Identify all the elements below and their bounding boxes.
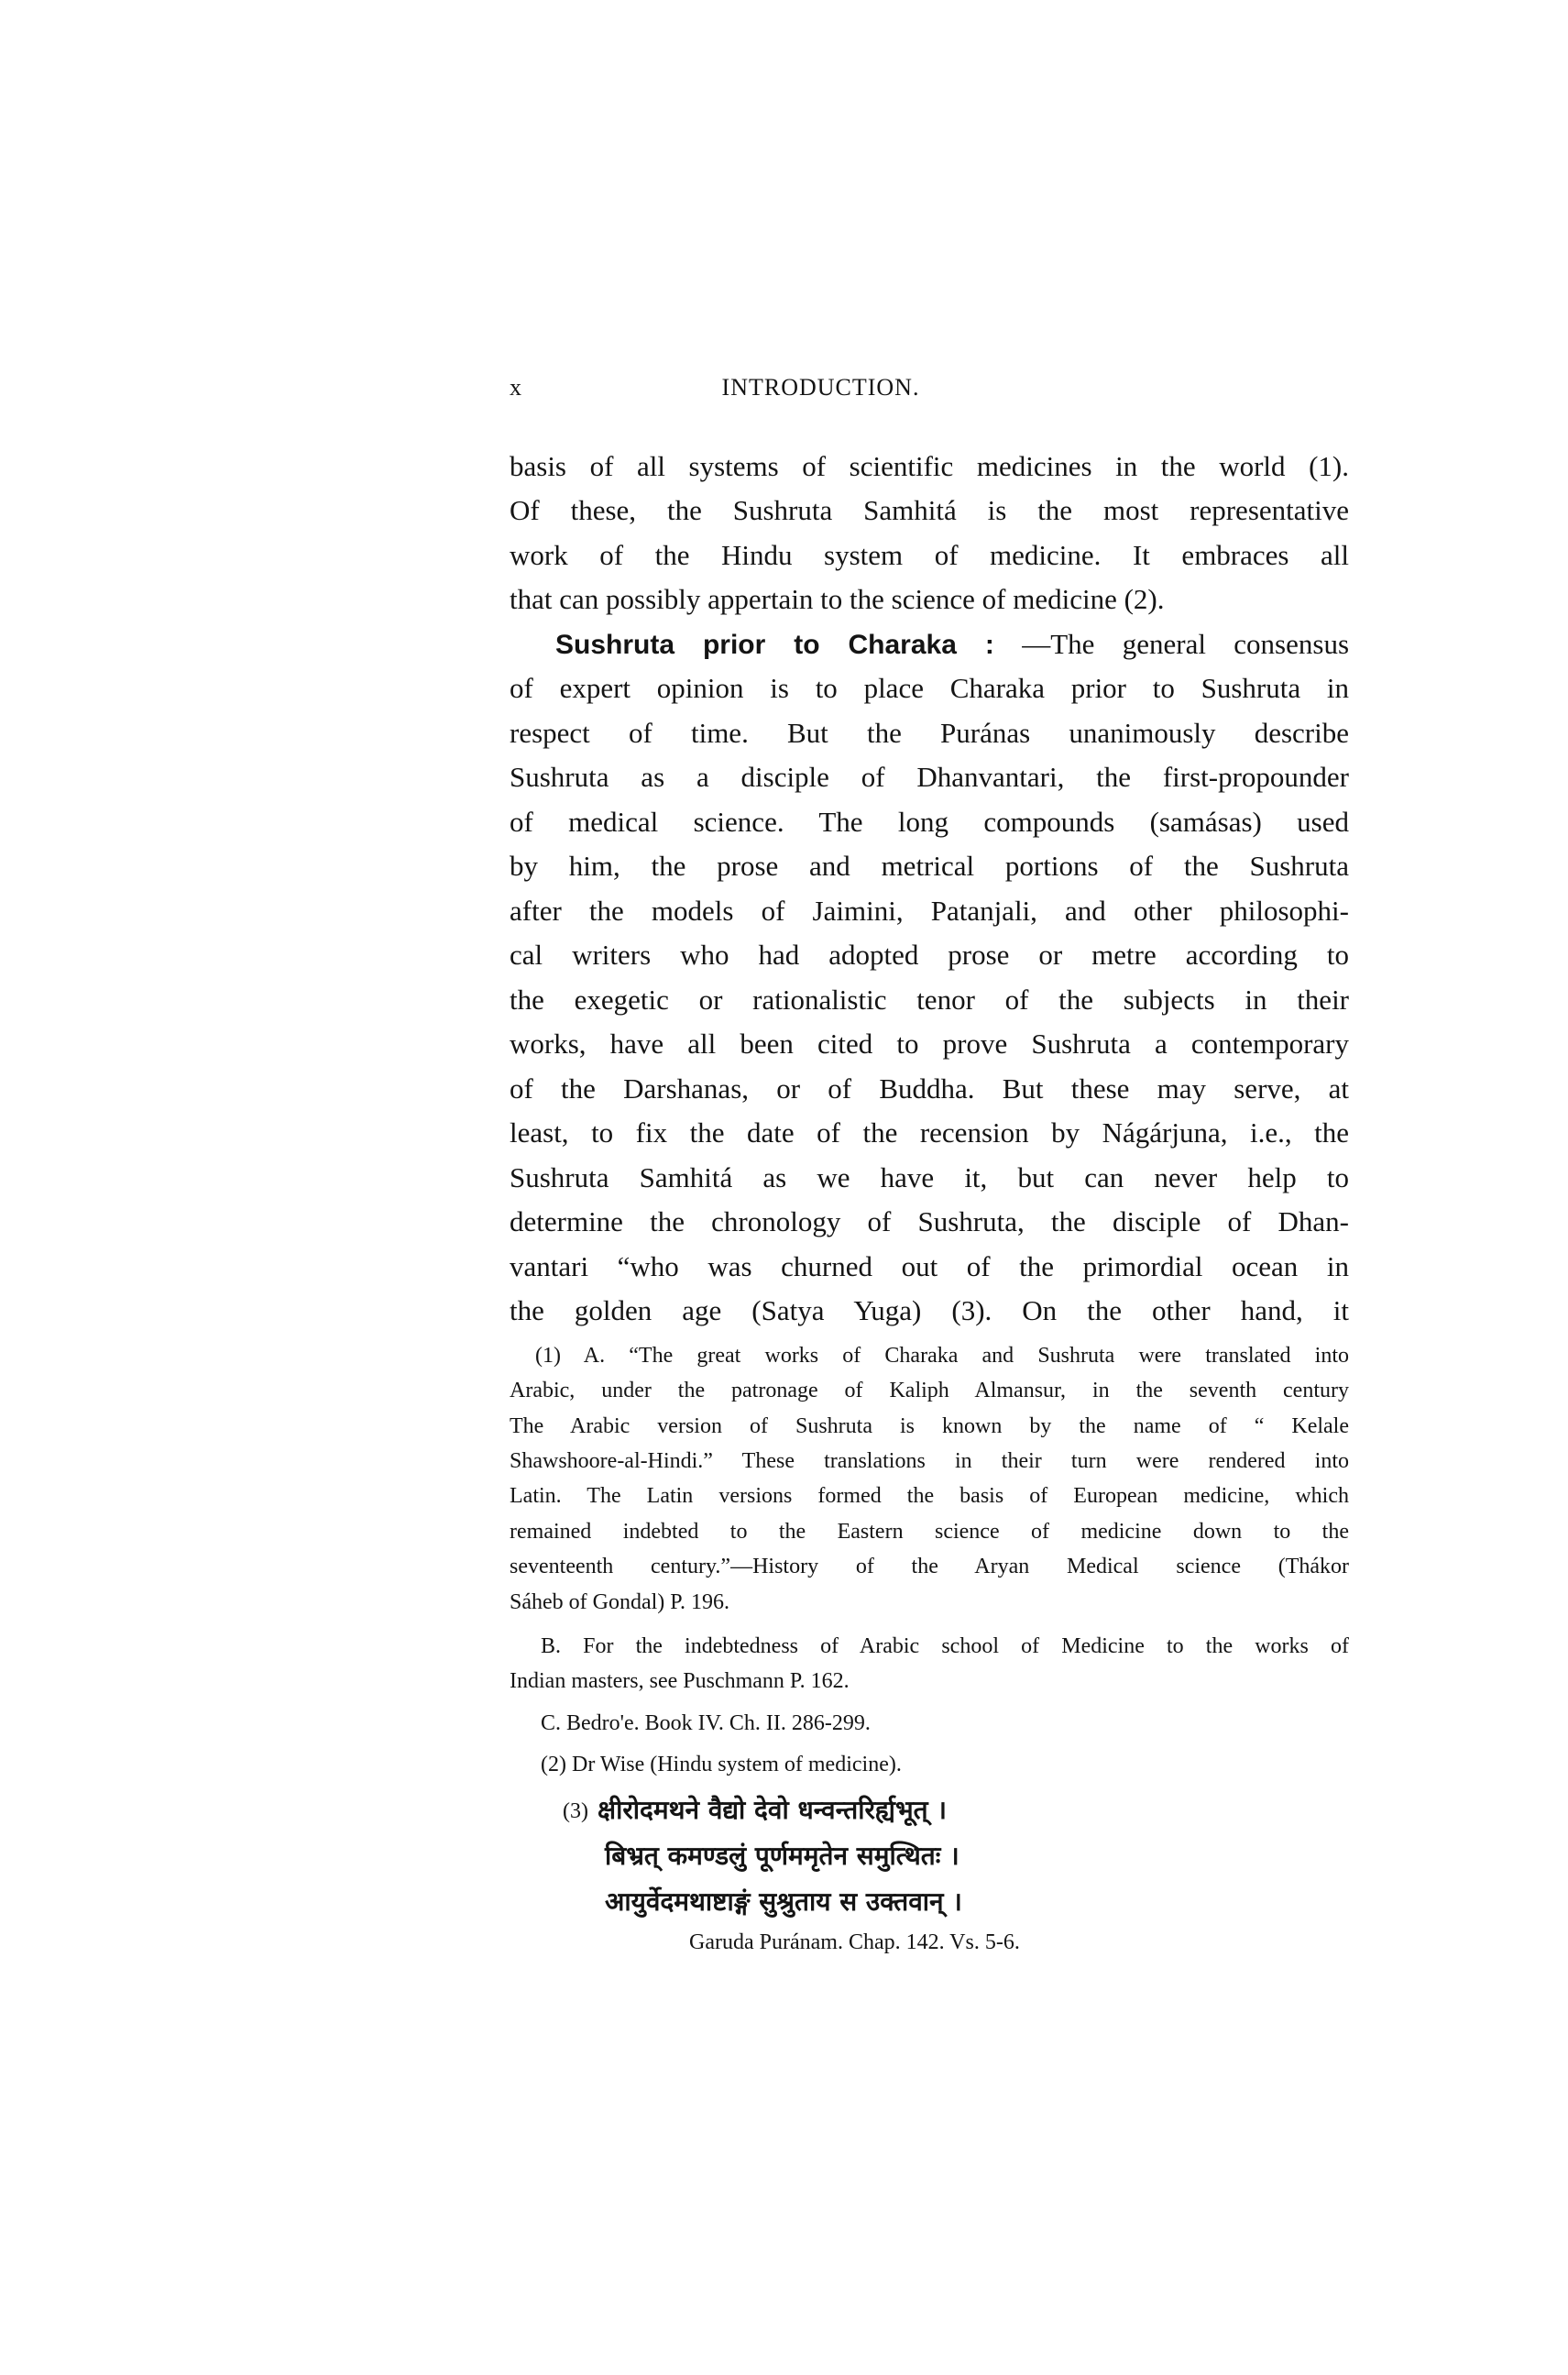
footnote-line: (1) A. “The great works of Charaka and Sushruta were translated into <box>535 1344 1349 1368</box>
text-line: —The general consensus <box>1022 628 1350 660</box>
text-line: by him, the prose and metrical portions of the Sushruta <box>510 850 1349 882</box>
section-heading: Sushruta prior to Charaka : <box>555 630 994 660</box>
footnote-line: Latin. The Latin versions formed the basis of European medicine, which <box>510 1484 1349 1508</box>
text-line: least, to fix the date of the recension by Nágárjuna, i.e., the <box>510 1116 1349 1149</box>
text-line: basis of all systems of scientific medicines in the world (1). <box>510 450 1349 482</box>
text-line: of the Darshanas, or of Buddha. But these may serve, at <box>510 1072 1349 1105</box>
sanskrit-line: बिभ्रत् कमण्डलुं पूर्णममृतेन समुत्थितः । <box>605 1841 959 1871</box>
text-line: the golden age (Satya Yuga) (3). On the other hand, it <box>510 1294 1349 1326</box>
running-title: INTRODUCTION. <box>721 374 920 401</box>
footnote-line: Arabic, under the patronage of Kaliph Almansur, in the seventh century <box>510 1379 1349 1402</box>
sanskrit-line: आयुर्वेदमथाष्टाङ्गं सुश्रुताय स उक्तवान् । <box>605 1886 962 1917</box>
footnote-line: seventeenth century.”—History of the Aryan Medical science (Thákor <box>510 1555 1349 1578</box>
footnote-line: (2) Dr Wise (Hindu system of medicine). <box>541 1753 902 1776</box>
text-line: Sushruta Samhitá as we have it, but can never help to <box>510 1161 1349 1193</box>
sanskrit-line: क्षीरोदमथने वैद्यो देवो धन्वन्तरिर्ह्यभूत् । <box>598 1795 947 1825</box>
text-line: Sushruta as a disciple of Dhanvantari, the first-propounder <box>510 761 1349 793</box>
footnote-line: Indian masters, see Puschmann P. 162. <box>510 1669 850 1693</box>
text-line: the exegetic or rationalistic tenor of the subjects in their <box>510 984 1349 1016</box>
text-line: works, have all been cited to prove Sushruta a contemporary <box>510 1028 1349 1060</box>
section-heading-line <box>555 626 1349 663</box>
text-line: work of the Hindu system of medicine. It embraces all <box>510 539 1349 571</box>
footnote-line: B. For the indebtedness of Arabic school of Medicine to the works of <box>541 1634 1349 1658</box>
text-line: vantari “who was churned out of the primordial ocean in <box>510 1250 1349 1282</box>
text-line: Of these, the Sushruta Samhitá is the most representative <box>510 494 1349 526</box>
text-line: respect of time. But the Puránas unanimously describe <box>510 717 1349 749</box>
text-line: cal writers who had adopted prose or metre according to <box>510 939 1349 971</box>
footnote-line: C. Bedro'e. Book IV. Ch. II. 286-299. <box>541 1711 871 1735</box>
footnote-line: remained indebted to the Eastern science of medicine down to the <box>510 1520 1349 1544</box>
text-line: of medical science. The long compounds (samásas) used <box>510 806 1349 838</box>
text-line: of expert opinion is to place Charaka prior to Sushruta in <box>510 672 1349 704</box>
footnote-line: Shawshoore-al-Hindi.” These translations in their turn were rendered into <box>510 1449 1349 1473</box>
text-line: determine the chronology of Sushruta, the disciple of Dhan- <box>510 1205 1349 1237</box>
text-line: that can possibly appertain to the science of medicine (2). <box>510 583 1165 615</box>
footnote-line: The Arabic version of Sushruta is known by the name of “ Kelale <box>510 1414 1349 1438</box>
footnote-line: Sáheb of Gondal) P. 196. <box>510 1590 729 1614</box>
text-line: after the models of Jaimini, Patanjali, and other philosophi- <box>510 895 1349 927</box>
quote-number: (3) <box>563 1799 588 1823</box>
page-number: x <box>510 374 522 401</box>
quote-source: Garuda Puránam. Chap. 142. Vs. 5-6. <box>689 1930 1020 1954</box>
